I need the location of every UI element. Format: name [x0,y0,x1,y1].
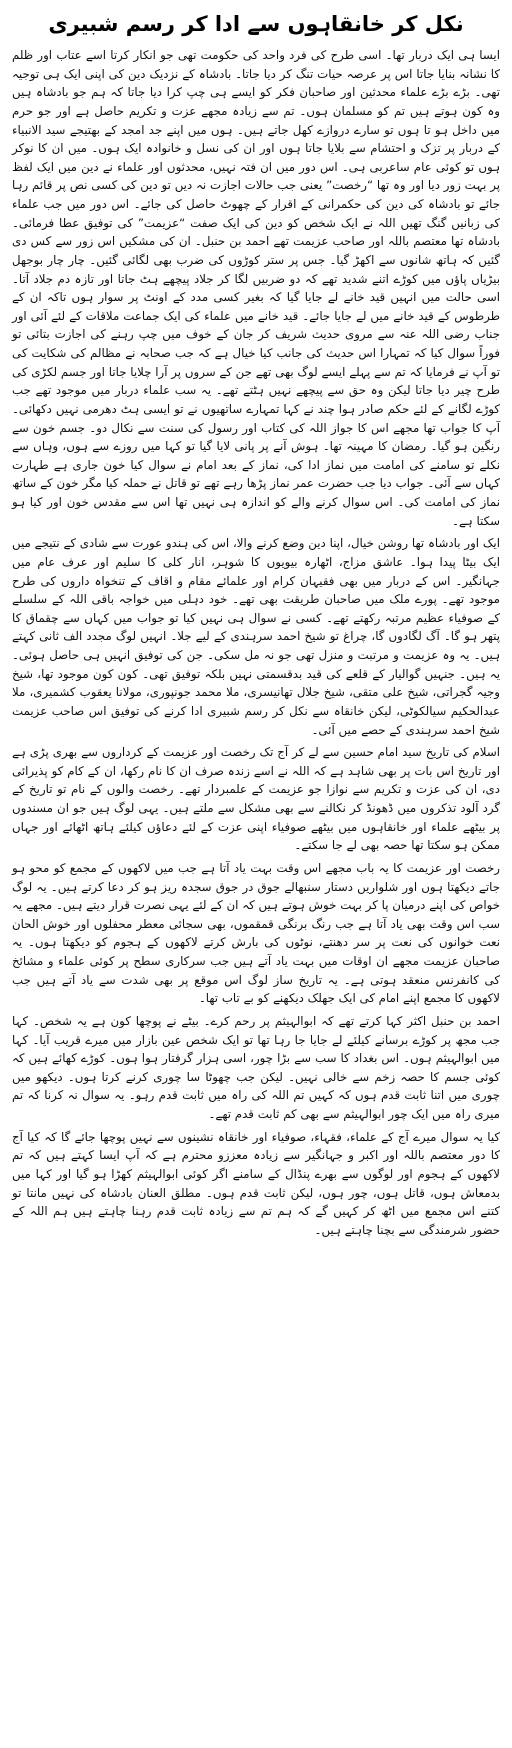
paragraph: ایسا ہی ایک دربار تھا۔ اسی طرح کی فرد واحد کی حکومت تھی جو انکار کرتا اسے عتاب اور ظلم کا نشانہ بنایا جاتا اس پر عرصہ حیات تنگ کر دیا جاتا۔ بادشاہ کے نزدیک دین کی اپنی ایک ہی توجیہ تھی۔ بڑے بڑے علماء محدثین اور صاحبان فکر کو ایسے ہی چپ کرا دیا جاتا کہ ہم جو بادشاہ ہیں وہ کون ہوتے ہیں تم کو مسلمان ہوں۔ تم سے زیادہ مجھے عزت و تکریم حاصل ہے اور جو حرم میں داخل ہو تا ہوں تو سارے دروازے کھل جاتے ہیں۔ ہوں میں اپنے جد امجد کے بھتیجے سید الانبیاء کے دربار پر تزک و احتشام سے بلایا جاتا ہوں اور ان کی نسل و خانوادہ ایک ہوں۔ میں ان کا نوکر ہوں تو کوئی عام ساعربی ہی۔ اس دور میں ان فتہ نہیں، محدثوں اور علماء نے دین میں ایک لفظ پر بہت زور دیا اور وہ تھا “رخصت” یعنی جب حالات اجازت نہ دیں تو دین کی کسی نص پر قائم رہا جائے تو بادشاہ کی دین کی حکمرانی کے اقرار کے چھوٹ حاصل کی جائے۔ اس دور میں جب علماء کی زبانیں گنگ تھیں اللہ نے ایک شخص کو دین کی ایک صفت “عزیمت” کی توفیق عطا فرمائی۔ بادشاہ تھا معتصم باللہ اور صاحب عزیمت تھے احمد بن حنبل۔ ان کی مشکیں اس زور سے کس دی گئیں کہ ہاتھ شانوں سے اکھڑ گیا۔ جس پر ستر کوڑوں کی ضرب بھی لگائی گئیں۔ چار چار بوجھل بیڑیاں پاؤں میں کوڑے اتنے شدید تھے کہ دو ضربیں لگا کر جلاد پیچھے ہٹ جاتا اور تازہ دم جلاد آتا۔ اسی حالت میں انہیں قید خانے لے جایا گیا کہ بغیر کسی مدد کے اونٹ پر سوار ہوں تاکہ ان کے طرطوس کے قید خانے میں لے جایا جائے۔ قید خانے میں علماء کی ایک جماعت ملاقات کے لئے آئی اور جناب رضی اللہ عنہ سے مروی حدیث شریف کر جان کے خوف میں چپ رہنے کی اجازت بتائی تو فوراً سوال کیا کہ تمہارا اس حدیث کی جانب کیا خیال ہے کہ جب صحابہ نے مظالم کی شکایت کی تو آپ نے فرمایا کہ تم سے پہلے ایسے لوگ بھی تھے جن کے سروں پر آرا چلایا جاتا اور جسم لکڑی کی طرح چیر دیا جاتا لیکن وہ حق سے پیچھے نہیں ہٹتے تھے۔ یہ سب علماء دربار میں موجود تھے جب کوڑے لگانے کے لئے حکم صادر ہوا چند نے کہا تمہارے ساتھیوں نے تو ایسی ہٹ دھرمی نہیں دکھائی۔ آپ کا جواب تھا مجھے اس کا جواز اللہ کی کتاب اور رسول کی سنت سے نکال دو۔ جسم خون سے رنگین ہو گیا۔ رمضان کا مہینہ تھا۔ ہوش آنے پر پانی لایا گیا تو کہا میں روزے سے ہوں، وہاں سے نکلے تو سامنے کی امامت میں نماز ادا کی، نماز کے بعد امام نے سوال کیا خون جاری ہے طہارت کہاں سے آئی۔ جواب دیا جب حضرت عمر نماز پڑھا رہے تھے تو قاتل نے حملہ کیا مگر خون کے ساتھ نماز کی امامت کی۔ اس سوال کرنے والے کو اندازہ ہی نہیں تھا اس سے مقدس خون اور کیا ہو سکتا ہے۔ [12,48,500,528]
paragraph: ایک اور بادشاہ تھا روشن خیال، اپنا دین وضع کرنے والا، اس کی ہندو عورت سے شادی کے نتیجے میں ایک بیٹا پیدا ہوا۔ عاشق مزاج، اٹھارہ بیویوں کا شوہر، انار کلی کا سلیم اور عرف عام میں جہانگیر۔ اس کے دربار میں بھی فقیہان کرام اور علمائے مقام و اقاف کے تنخواہ داروں کی طرح موجود تھے۔ پورے ملک میں صاحبان طریقت بھی تھے۔ خود دہلی میں خواجہ باقی اللہ کے سلسلے کے صوفیاء عظیم مرتبہ رکھتے تھے۔ کسی نے سوال ہی نہیں کیا تو جواب میں کہاں سے چقماق کا پتھر ہو گا۔ آگ لگادوں گا، چراغ تو شیخ احمد سرہندی کے لیے جلا۔ انہیں لوگ مجدد الف ثانی کہتے ہیں۔ یہ وہ عزیمت و مرتبت و منزل تھی جو نہ مل سکی۔ جن کی توفیق انہیں ہی حاصل ہوئی۔ یہ ہیں۔ جنہیں گوالیار کے قلعے کی قید بدقسمتی نہیں بلکہ توفیق تھی۔ کون کون موجود تھا، شیخ وجیہ گجراتی، شیخ علی متقی، شیخ جلال تھانیسری، ملا محمد جونپوری، مولانا یعقوب کشمیری، ملا عبدالحکیم سیالکوٹی، لیکن خانقاہ سے نکل کر رسم شبیری ادا کرنے کی توفیق اس صاحب عزیمت شیخ احمد سرہندی کے حصے میں آئی۔ [12,536,500,737]
paragraph: اسلام کی تاریخ سید امام حسین سے لے کر آج تک رخصت اور عزیمت کے کرداروں سے بھری پڑی ہے اور تاریخ اس بات پر بھی شاہد ہے کہ اللہ نے اسے زندہ صرف ان کا نام رکھا، ان کے کام کو پذیرائی دی، ان کی عزت و تکریم سے نوازا جو عزیمت کے علمبردار تھے۔ رخصت والوں کے نام تو تاریخ کے گرد آلود تذکروں میں ڈھونڈ کر نکالنے سے بھی مشکل سے ملتے ہیں۔ یہی لوگ ہیں جو ان مسندوں پر بیٹھے علماء اور خانقاہوں میں بیٹھے صوفیاء اپنی عزت کے لئے دعاؤں کیلئے ہاتھ اٹھائے اور جہاں ممکن ہو سکتا تھا حصہ بھی لے جا سکتے۔ [12,745,500,853]
paragraph: احمد بن حنبل اکثر کہا کرتے تھے کہ ابوالہیثم پر رحم کرے۔ بیٹے نے پوچھا کون ہے یہ شخص۔ کہا جب مجھ پر کوڑے برسانے کیلئے لے جایا جا رہا تھا تو ایک شخص عین بازار میں میرے قریب آیا۔ کہا میں ابوالہیثم ہوں۔ اس بغداد کا سب سے بڑا چور، اسی ہزار گرفتار ہوا ہوں۔ کوڑے کھائے ہیں کہ کوئی جسم کا حصہ زخم سے خالی نہیں۔ لیکن جب چھوٹا سا چوری کرنے کرتا ہوں۔ دیکھو میں چوری میں اتنا ثابت قدم ہوں کہ کہیں تم اللہ کی راہ میں ثابت قدم رہو۔ یہ سوال نہ کرنا کہ تم میری راہ میں ایک چور ابوالہیثم سے بھی کم ثابت قدم تھے۔ [12,1013,500,1121]
paragraph: رخصت اور عزیمت کا یہ باب مجھے اس وقت بہت یاد آتا ہے جب میں لاکھوں کے مجمع کو محو ہو جاتے دیکھتا ہوں اور شلواریں دستار سنبھالے جوق در جوق سجدہ ریز ہو کر دعا کرتے ہیں۔ یہ لوگ خواص کی اپنے درمیان پا کر بہت خوش ہوتے ہیں کہ ان کے لئے یہی نصرت قرار دیتے ہیں۔ مجھے یہ سب اس وقت بھی یاد آتا ہے جب رنگ برنگی قمقموں، بھی سجائی معطر محفلوں اور خوش الحان نعت خوانوں کی نعت پر سر دھنتے، نوٹوں کی بارش کرتے لاکھوں کے ہجوم کو دیکھتا ہوں۔ یہ صاحبان عزیمت مجھے ان اوقات میں بہت یاد آتے ہیں جب سرکاری سطح پر کوئی علماء و مشائخ کی کانفرنس منعقد ہوتی ہے۔ یہ تاریخ ساز لوگ اس موقع پر بھی شدت سے یاد آتے ہیں جب لاکھوں کا مجمع اپنے امام کی ایک جھلک دیکھنے کو بے تاب تھا۔ [12,860,500,1006]
paragraph: کیا یہ سوال میرے آج کے علماء، فقہاء، صوفیاء اور خانقاہ نشینوں سے نہیں پوچھا جائے گا کہ کیا آج کا دور معتصم باللہ اور اکبر و جہانگیر سے زیادہ معززو محترم ہے کہ آپ ایسا کہتے ہیں کہ تم لاکھوں کے ہجوم اور لوگوں سے بھرے پنڈال کے سامنے اگر کوئی ابوالہیثم کھڑا ہو گیا اور کہا میں بدمعاش ہوں، قاتل ہوں، چور ہوں، لیکن ثابت قدم ہوں۔ مطلق العنان بادشاہ کی نہیں مانتا تو کتنے اس مجمع میں اٹھ کر کہیں گے کہ ہم تم سے زیادہ ثابت قدم رہنا چاہتے ہیں ہم اللہ کے حضور شرمندگی سے بچنا چاہتے ہیں۔ [12,1129,500,1237]
column-title: نکل کر خانقاہوں سے ادا کر رسم شبیری [48,12,464,36]
article-body [12,46,500,1239]
